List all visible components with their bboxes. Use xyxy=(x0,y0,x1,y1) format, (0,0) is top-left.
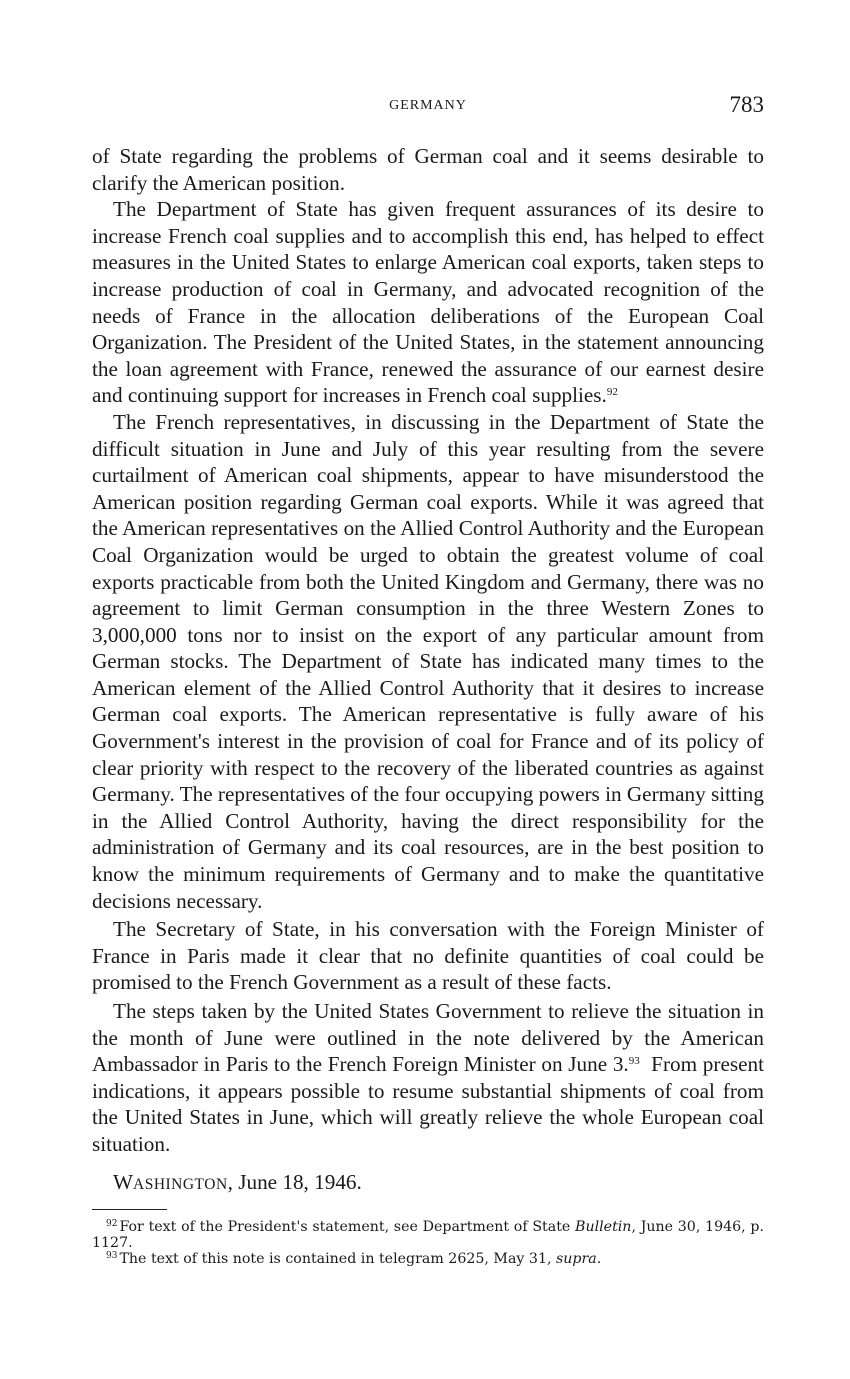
footnote-ref-92[interactable]: 92 xyxy=(606,386,618,399)
footnote-ref-93[interactable]: 93 xyxy=(628,1055,640,1068)
footnotes xyxy=(92,1219,764,1267)
running-head: GERMANY xyxy=(389,98,467,113)
signature-line: WASHINGTON, June 18, 1946. xyxy=(113,1169,362,1194)
page-number: 783 xyxy=(729,92,764,117)
paragraph: The steps taken by the United States Government to relieve the situation in the month of June were outlined in the note delivered by the American Ambassador in Paris to the French Foreign Minister on June 3.93 From present indications, it appears possible to resume substantial shipments of coal from the United States in June, which will greatly relieve the whole European coal situation. xyxy=(92,999,764,1156)
footnote-divider xyxy=(92,1209,167,1210)
body-text xyxy=(92,143,764,1158)
footnote-93: $^{93}$ The text of this note is contained in telegram 2625, May 31, supra. xyxy=(106,1250,602,1267)
footnote-92: $^{92}$ For text of the President's statement, see Department of State Bulletin, June 30, 1946, p. 1127. xyxy=(92,1218,764,1251)
paragraph: The Department of State has given frequent assurances of its desire to increase French coal supplies and to accomplish this end, has helped to effect measures in the United States to enlarge American coal exports, taken steps to increase production of coal in Germany, and advocated recognition of the needs of France in the allocation deliberations of the European Coal Organization. The President of the United States, in the statement announcing the loan agreement with France, renewed the assurance of our earnest desire and continuing support for increases in French coal supplies.$^{92}$ xyxy=(92,197,764,408)
paragraph-continued: of State regarding the problems of German coal and it seems desirable to clarify the American position. xyxy=(92,144,764,195)
paragraph: The Secretary of State, in his conversation with the Foreign Minister of France in Paris made it clear that no definite quantities of coal could be promised to the French Government as a result of these facts. xyxy=(92,917,764,995)
document-page xyxy=(92,92,764,1267)
page-header xyxy=(92,92,764,122)
paragraph: The French representatives, in discussing in the Department of State the difficult situation in June and July of this year resulting from the severe curtailment of American coal shipments, appear to have misunderstood the American position regarding German coal exports. While it was agreed that the American representatives on the Allied Control Authority and the European Coal Organization would be urged to obtain the greatest volume of coal exports practicable from both the United Kingdom and Germany, there was no agreement to limit German consumption in the three Western Zones to 3,000,000 tons nor to insist on the export of any particular amount from German stocks. The Department of State has indicated many times to the American element of the Allied Control Authority that it desires to increase German coal exports. The American representative is fully aware of his Government's interest in the provision of coal for France and of its policy of clear priority with respect to the recovery of the liberated countries as against Germany. The representatives of the four occupying powers in Germany sitting in the Allied Control Authority, having the direct responsibility for the administration of Germany and its coal resources, are in the best position to know the minimum requirements of Germany and to make the quantitative decisions necessary. xyxy=(92,409,764,913)
